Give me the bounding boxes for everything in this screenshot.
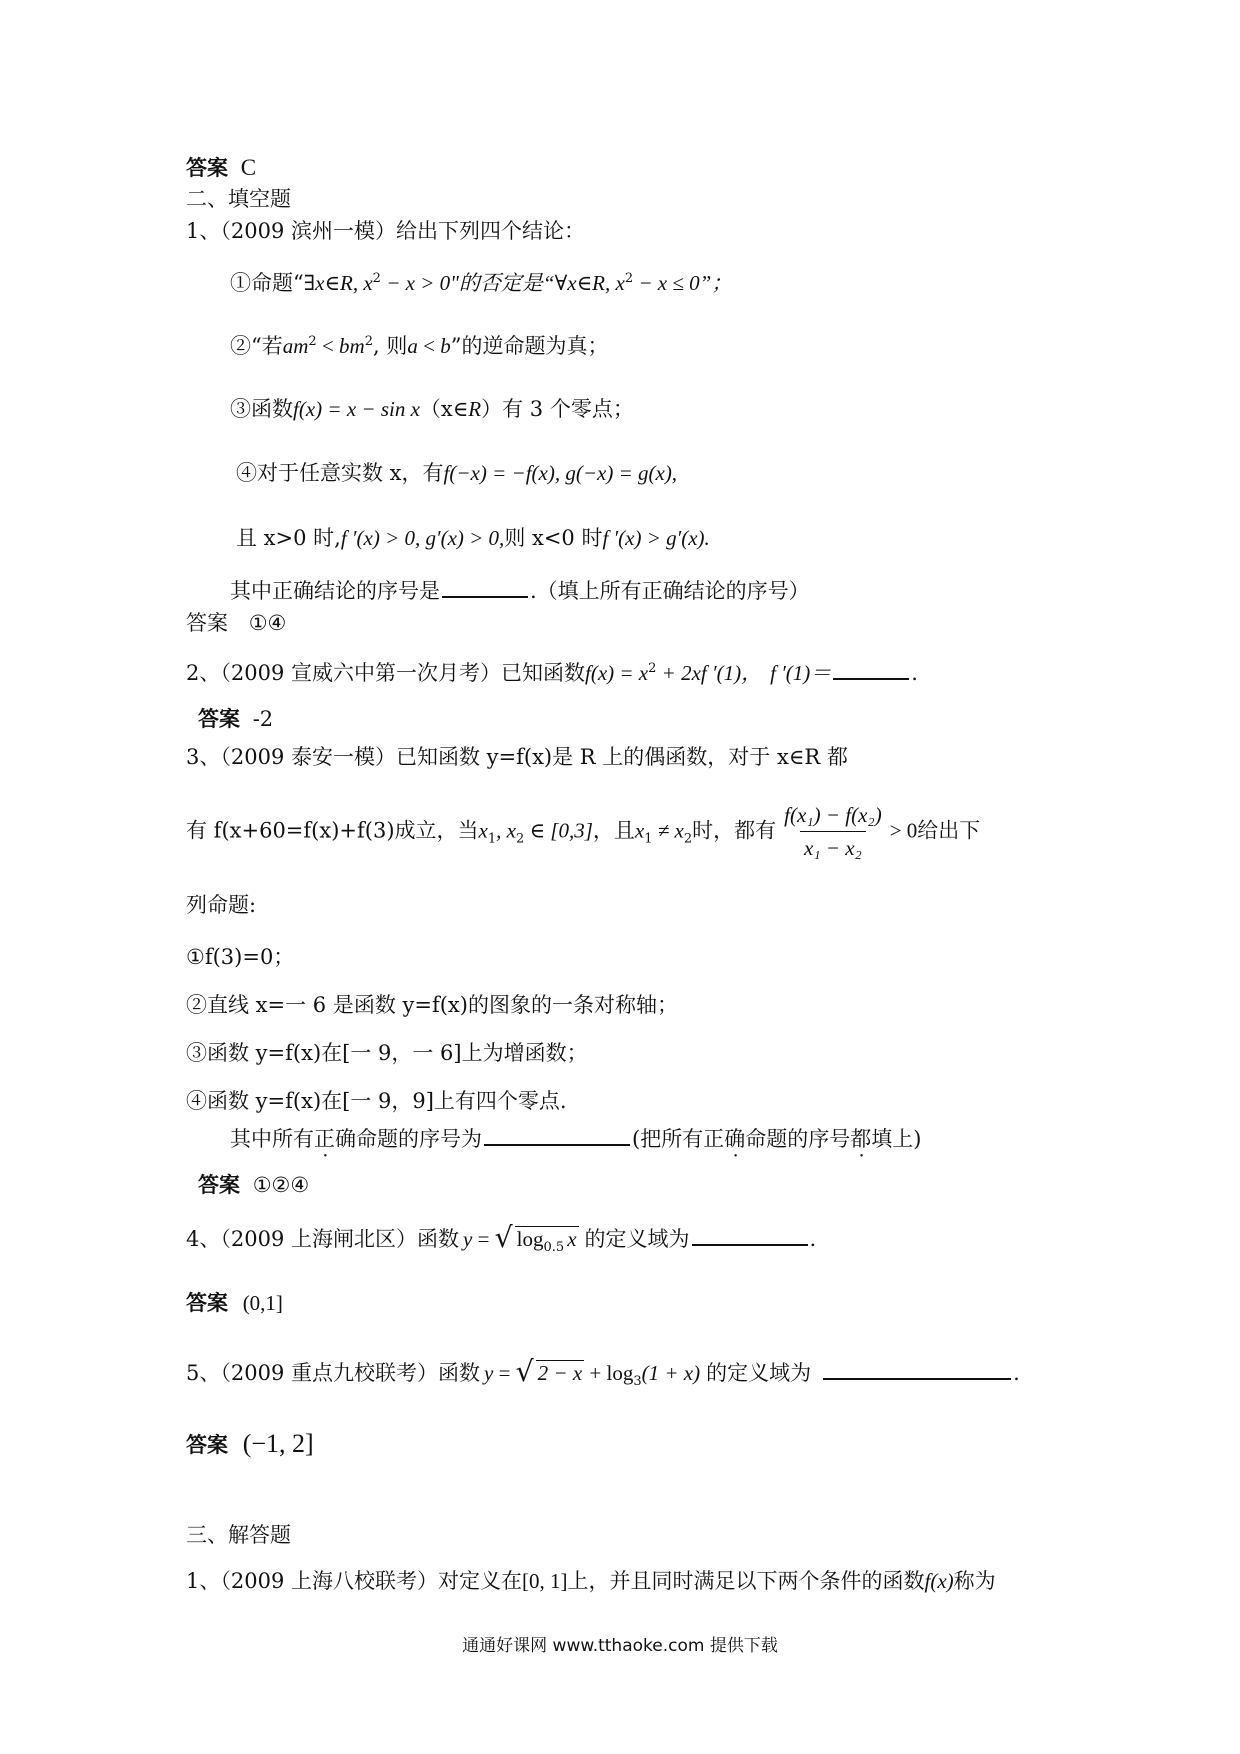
q1-statement-4 (236, 460, 677, 486)
exponent: 2 (372, 271, 381, 286)
exponent: 2 (648, 661, 657, 676)
fraction-numerator: f(x₁) − f(x₂) (784, 803, 882, 827)
math: (x) = x − sin x (298, 397, 420, 421)
math: f (443, 461, 450, 485)
text: , 则 (373, 334, 408, 358)
text: 的定义域为 (706, 1361, 812, 1385)
math: , x (352, 271, 373, 295)
math: + log (584, 1361, 634, 1385)
answer-value: C (240, 155, 257, 180)
q1-answer (186, 610, 286, 636)
text: 确命题的序号为 (335, 1127, 482, 1151)
math: ∈ (576, 271, 593, 295)
q3-item-4: ④函数 y=f(x)在[一 9，9]上有四个零点. (186, 1089, 567, 1113)
text: . (911, 661, 918, 685)
math: y (483, 1361, 494, 1385)
q3-prompt (230, 1126, 921, 1152)
math: (1)， (716, 661, 763, 685)
math: (x), g(−x) = g(x), (531, 461, 678, 485)
q3-item-3: ③函数 y=f(x)在[一 9，一 6]上为增函数； (186, 1041, 588, 1065)
square-root (494, 1221, 579, 1256)
math: am (282, 334, 309, 358)
radical-sign: √ (515, 1355, 534, 1388)
math: log (516, 1227, 544, 1251)
math: , x (496, 818, 516, 843)
text: 4、（2009 上海闸北区）函数 (186, 1227, 459, 1251)
text: 其中正确结论的序号是 (230, 579, 440, 603)
question-3-heading: 3、（2009 泰安一模）已知函数 y=f(x)是 R 上的偶函数，对于 x∈R 都 (186, 745, 848, 769)
math: R (468, 397, 482, 421)
square-root (515, 1355, 585, 1388)
text: 时，都有 (692, 818, 777, 843)
q1-statement-2 (230, 333, 608, 359)
answer-label: 答案 (186, 1432, 228, 1457)
math: f (293, 397, 299, 421)
subscript: 0.5 (543, 1240, 565, 1256)
math: < (417, 334, 441, 358)
math: b (440, 334, 451, 358)
text: ）有 3 个零点； (481, 397, 634, 421)
text: .（填上所有正确结论的序号） (530, 579, 810, 603)
math: > 0 (889, 818, 918, 843)
math: f (924, 1569, 931, 1593)
q1-prompt (230, 578, 810, 604)
math: + 2x (656, 661, 701, 685)
q3-item-2: ②直线 x=一 6 是函数 y=f(x)的图象的一条对称轴； (186, 993, 678, 1017)
subscript: 2 (683, 831, 693, 847)
question-3-continuation: 列命题: (186, 893, 257, 917)
text: 的定义域为 (584, 1227, 690, 1251)
section-heading: 三、解答题 (186, 1523, 291, 1547)
fraction-denominator: x₁ − x₂ (800, 831, 866, 861)
math: f (584, 661, 591, 685)
text: ③函数 (230, 397, 293, 421)
q3-answer (198, 1172, 309, 1198)
answer-label: 答案 (186, 1290, 228, 1315)
emphasis-char: 都 (850, 1127, 872, 1151)
q3-item-1: ①f(3)=0； (186, 945, 295, 969)
math: ≠ x (652, 818, 684, 843)
emphasis-char: 确 (724, 1127, 746, 1151)
text: . (809, 1227, 817, 1251)
text: 2、（2009 宣威六中第一次月考）已知函数 (186, 661, 585, 685)
math: f (525, 461, 532, 485)
math: (x) (930, 1569, 954, 1593)
q4-answer (186, 1290, 283, 1316)
page-footer: 通通好课网 www.tthaoke.com 提供下载 (462, 1636, 778, 1656)
math: a (407, 334, 418, 358)
question-2 (186, 660, 918, 686)
math: x (567, 1227, 577, 1251)
q1-statement-5 (236, 525, 710, 551)
q1-statement-1 (230, 270, 732, 296)
math: x (478, 818, 488, 843)
math: f ′(x) > g′(x). (602, 526, 710, 550)
question-3-condition (186, 802, 980, 862)
text: 填上) (871, 1127, 922, 1151)
section3-question-1 (186, 1568, 996, 1594)
math: (x) = x (590, 661, 649, 685)
text: ，且 (592, 818, 635, 843)
math: (1 + x) (641, 1361, 701, 1385)
math: f ′ (770, 661, 786, 685)
answer-value: (−1, 2] (242, 1429, 314, 1458)
q1-statement-3 (230, 396, 634, 422)
text: 给出下 (917, 818, 981, 843)
text: ②“若 (230, 334, 283, 358)
q2-answer (198, 706, 273, 732)
math: y (462, 1227, 473, 1251)
math: − x ≤ 0”； (633, 271, 733, 295)
answer-label: 答案 (186, 611, 228, 635)
subscript: 3 (633, 1374, 642, 1390)
fraction (780, 802, 886, 862)
text: (把所有正 (632, 1127, 725, 1151)
text: 1、（2009 上海八校联考）对定义在 (186, 1569, 522, 1593)
math: f ′(x) > 0, g′(x) > 0, (340, 526, 505, 550)
text: ①命题“ (230, 271, 304, 295)
text: 5、（2009 重点九校联考）函数 (186, 1361, 480, 1385)
math: f ′ (700, 661, 717, 685)
answer-blank (484, 1143, 630, 1146)
math: R (592, 271, 605, 295)
math: (−x) = − (449, 461, 526, 485)
math: = (493, 1361, 516, 1385)
text: 命题的序号 (745, 1127, 851, 1151)
math: ∈ [0,3] (524, 818, 593, 843)
math: R (340, 271, 353, 295)
math: < (316, 334, 340, 358)
math: = (472, 1227, 495, 1251)
math: 2 − x (537, 1361, 583, 1385)
answer-blank (692, 1243, 808, 1246)
subscript: 1 (644, 831, 653, 847)
question-4 (186, 1221, 817, 1256)
math: [0, 1] (521, 1569, 568, 1593)
q5-answer (186, 1428, 314, 1461)
math: (1)＝ (785, 661, 832, 685)
text: ④对于任意实数 x，有 (236, 461, 444, 485)
text: 且 x>0 时, (236, 526, 341, 550)
exponent: 2 (364, 334, 373, 349)
answer-label: 答案 (198, 706, 240, 731)
math: x (567, 271, 577, 295)
exponent: 2 (624, 271, 634, 286)
text: . (1013, 1361, 1020, 1385)
answer-label: 答案 (198, 1172, 240, 1197)
answer-value: (0,1] (242, 1291, 283, 1315)
text: 则 x<0 时 (504, 526, 603, 550)
math: bm (339, 334, 365, 358)
text: （x∈ (419, 397, 469, 421)
question-1-heading: 1、（2009 滨州一模）给出下列四个结论： (186, 219, 585, 243)
answer-value: ①④ (248, 611, 287, 635)
answer-value: -2 (252, 707, 274, 731)
answer-label: 答案 (186, 155, 228, 180)
math: − x > 0"的否定是“∀ (380, 271, 568, 295)
section-heading: 二、填空题 (186, 187, 291, 211)
text: 称为 (953, 1569, 996, 1593)
text: 上，并且同时满足以下两个条件的函数 (567, 1569, 925, 1593)
subscript: 2 (515, 831, 525, 847)
answer-blank (833, 677, 909, 680)
answer-value: ①②④ (252, 1173, 310, 1197)
question-5 (186, 1355, 1020, 1390)
text: 有 f(x+60=f(x)+f(3)成立，当 (186, 818, 479, 843)
answer-blank (823, 1377, 1011, 1380)
math: , x (605, 271, 625, 295)
radical-sign: √ (494, 1221, 513, 1254)
answer-blank (442, 595, 528, 598)
exponent: 2 (308, 334, 317, 349)
text: ”的逆命题为真； (450, 334, 609, 358)
answer-line (186, 154, 256, 183)
text: 其中所有 (230, 1127, 314, 1151)
math: ∃x∈ (303, 271, 341, 295)
subscript: 1 (487, 831, 497, 847)
emphasis-char: 正 (314, 1127, 335, 1151)
math: x (634, 818, 645, 843)
